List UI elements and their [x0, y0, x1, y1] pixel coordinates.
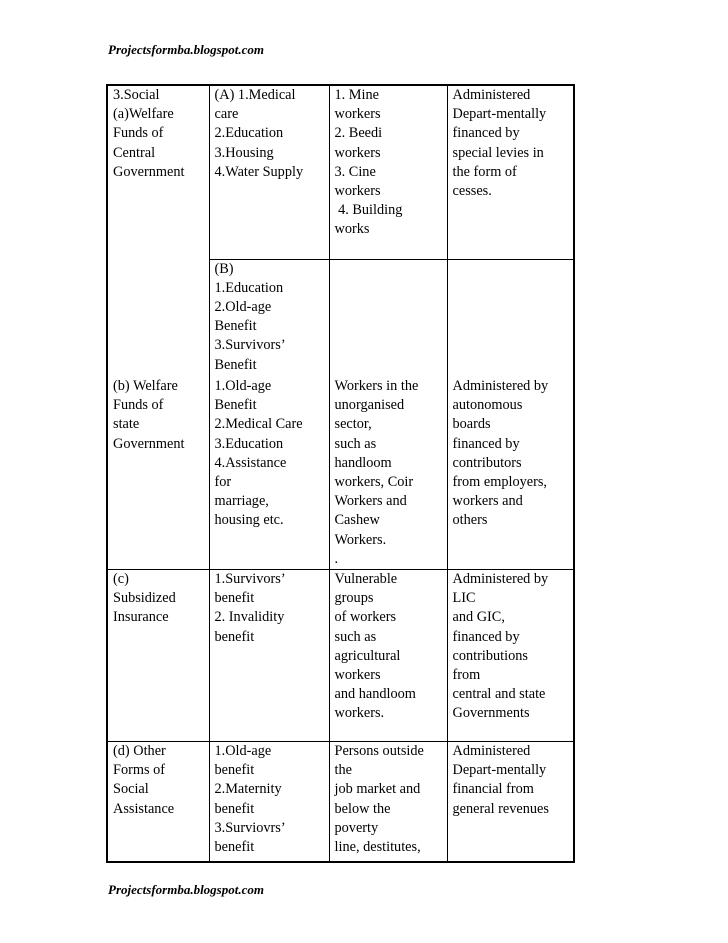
cell-line: 2.Medical Care [214, 416, 303, 433]
cell-line: 2. Invalidity [214, 609, 285, 626]
cell-line: unorganised [334, 397, 405, 414]
cell-line: Workers. [334, 531, 387, 548]
cell-line: workers [334, 667, 381, 684]
cell-line: Administered by [452, 571, 549, 588]
cell-line: 1.Survivors’ [214, 571, 286, 588]
cell-line: 3.Surviovrs’ [214, 819, 286, 836]
page-header: Projectsformba.blogspot.com [108, 42, 264, 57]
cell-line: financial from [452, 781, 534, 798]
cell-line: 4.Assistance [214, 454, 287, 471]
cell-line: from [452, 667, 481, 684]
cell-line: Forms of [113, 762, 166, 779]
cell-line: housing etc. [214, 512, 284, 529]
cell-administration [447, 570, 574, 742]
cell-coverage [329, 570, 447, 742]
cell-line: Workers and [334, 493, 407, 510]
cell-benefits [209, 742, 329, 862]
cell-line: benefit [214, 628, 255, 645]
cell-line: Cashew [334, 512, 380, 529]
cell-benefits [209, 570, 329, 742]
cell-benefits [209, 85, 329, 259]
cell-line: Administered by [452, 378, 549, 394]
cell-line: Benefit [214, 397, 257, 414]
cell-line: (b) Welfare [113, 378, 178, 394]
cell-line: the [334, 762, 352, 779]
cell-line: autonomous [452, 397, 523, 414]
cell-line: (A) 1.Medical [214, 87, 296, 103]
cell-line: Governments [452, 705, 530, 722]
cell-line: Persons outside [334, 743, 424, 760]
cell-line: 2.Education [214, 125, 284, 142]
cell-line: Subsidized [113, 590, 176, 607]
page-footer: Projectsformba.blogspot.com [108, 882, 264, 897]
cell-line: Depart-mentally [452, 106, 547, 123]
cell-line: workers. [334, 705, 385, 722]
social-security-table [106, 84, 575, 863]
cell-line: LIC [452, 590, 476, 607]
cell-line: contributions [452, 647, 528, 664]
cell-line: and handloom [334, 686, 416, 703]
cell-line: 3.Survivors’ [214, 337, 286, 354]
cell-line: Benefit [214, 318, 257, 335]
cell-line: Assistance [113, 800, 175, 817]
cell-line: 2.Old-age [214, 298, 272, 315]
cell-line: cesses. [452, 183, 492, 200]
cell-line: Vulnerable [334, 571, 398, 588]
cell-line: Benefit [214, 356, 257, 373]
cell-line: contributors [452, 454, 522, 471]
cell-administration [447, 85, 574, 259]
cell-administration [447, 259, 574, 377]
cell-benefits [209, 377, 329, 570]
cell-line: such as [334, 435, 377, 452]
cell-line: (d) Other [113, 743, 166, 760]
cell-line: Central [113, 144, 156, 161]
cell-line: 1.Old-age [214, 743, 272, 760]
cell-line: benefit [214, 590, 255, 607]
cell-line: job market and [334, 781, 421, 798]
cell-line: 4.Water Supply [214, 163, 304, 180]
cell-line: Workers in the [334, 378, 419, 394]
cell-line: Funds of [113, 397, 164, 414]
cell-line: below the [334, 800, 391, 817]
cell-line: 3.Social [113, 87, 160, 103]
cell-administration [447, 377, 574, 570]
cell-line: workers and [452, 493, 523, 510]
cell-line: 3.Education [214, 435, 284, 452]
cell-scheme [107, 377, 209, 570]
cell-coverage [329, 85, 447, 259]
table-row [107, 570, 574, 742]
cell-line: 3.Housing [214, 144, 274, 161]
cell-line: 1.Education [214, 279, 284, 296]
cell-line: . [334, 550, 339, 567]
cell-line: Administered [452, 743, 531, 760]
cell-line: 3. Cine [334, 163, 376, 180]
cell-administration [447, 742, 574, 862]
cell-line: such as [334, 628, 377, 645]
cell-line: workers, Coir [334, 474, 414, 491]
cell-line: Government [113, 435, 185, 452]
cell-line: financed by [452, 628, 520, 645]
cell-line: benefit [214, 762, 255, 779]
cell-line: 1. Mine [334, 87, 379, 103]
cell-coverage [329, 742, 447, 862]
table-row [107, 85, 574, 259]
cell-line: state [113, 416, 140, 433]
cell-scheme [107, 742, 209, 862]
cell-line: 2.Maternity [214, 781, 282, 798]
cell-line: Government [113, 163, 185, 180]
cell-line: central and state [452, 686, 546, 703]
cell-coverage [329, 377, 447, 570]
cell-line: poverty [334, 819, 379, 836]
table-row [107, 377, 574, 570]
cell-line: from employers, [452, 474, 547, 491]
table-row [107, 259, 574, 377]
cell-line: of workers [334, 609, 397, 626]
cell-line: financed by [452, 125, 520, 142]
cell-line: (B) [214, 260, 234, 277]
cell-line: care [214, 106, 239, 123]
cell-line: line, destitutes, [334, 839, 421, 856]
cell-benefits [209, 259, 329, 377]
cell-line: 4. Building [334, 202, 403, 219]
cell-line: marriage, [214, 493, 269, 510]
cell-line: groups [334, 590, 374, 607]
cell-line: 2. Beedi [334, 125, 383, 142]
cell-scheme [107, 570, 209, 742]
cell-line: Depart-mentally [452, 762, 547, 779]
cell-line: works [334, 221, 370, 238]
cell-line: Administered [452, 87, 531, 103]
cell-line: benefit [214, 800, 255, 817]
cell-line: sector, [334, 416, 372, 433]
cell-line: agricultural [334, 647, 401, 664]
cell-scheme [107, 85, 209, 259]
cell-line: Funds of [113, 125, 164, 142]
cell-line: (a)Welfare [113, 106, 174, 123]
cell-line: Insurance [113, 609, 169, 626]
cell-line: financed by [452, 435, 520, 452]
cell-line: others [452, 512, 488, 529]
cell-line: general revenues [452, 800, 549, 817]
cell-line: handloom [334, 454, 392, 471]
cell-line: workers [334, 144, 381, 161]
cell-coverage [329, 259, 447, 377]
table-row [107, 742, 574, 862]
cell-scheme [107, 259, 209, 377]
cell-line: (c) [113, 571, 129, 588]
cell-line: for [214, 474, 232, 491]
cell-line: and GIC, [452, 609, 505, 626]
cell-line: special levies in [452, 144, 544, 161]
cell-line: benefit [214, 839, 255, 856]
cell-line: Social [113, 781, 149, 798]
cell-line: workers [334, 183, 381, 200]
cell-line: workers [334, 106, 381, 123]
cell-line: the form of [452, 163, 517, 180]
cell-line: 1.Old-age [214, 378, 272, 394]
cell-line: boards [452, 416, 491, 433]
